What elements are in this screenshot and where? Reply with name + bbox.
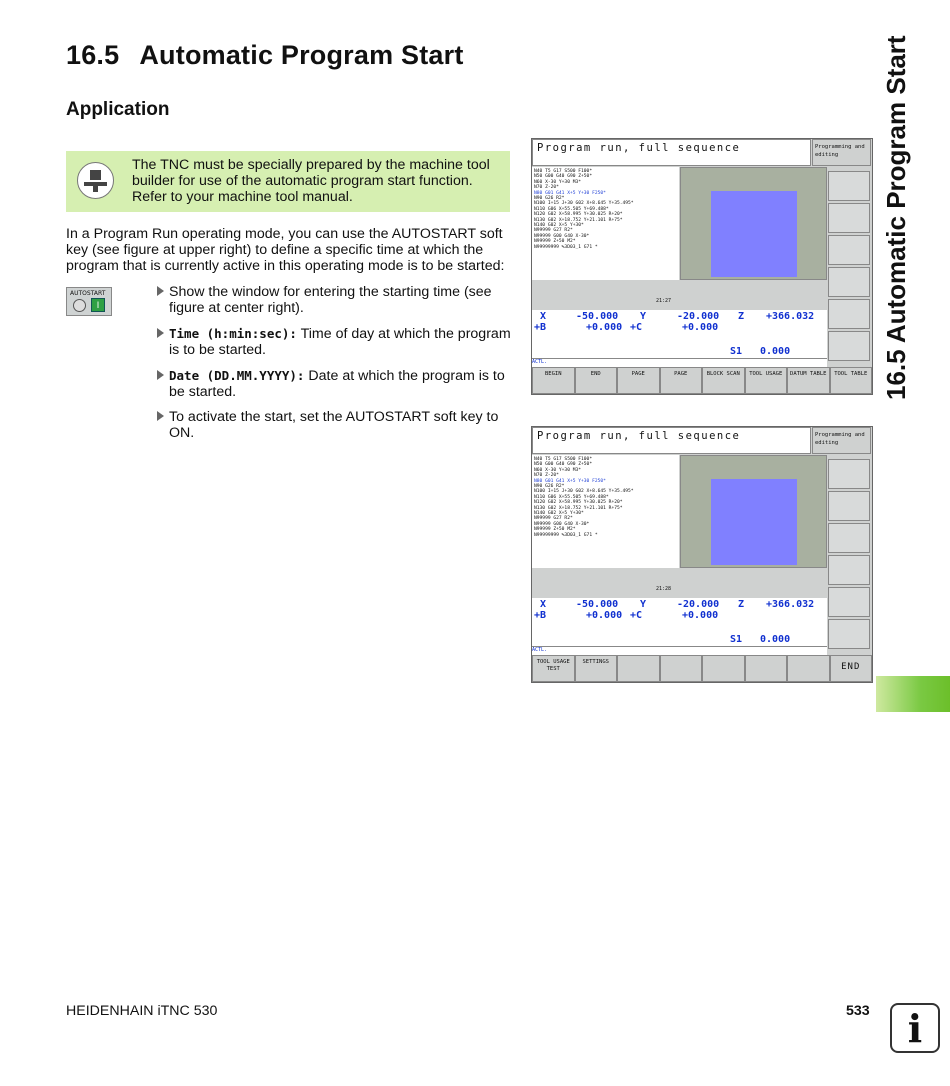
machine-note bbox=[66, 151, 510, 212]
status-bar: ACTL. bbox=[532, 358, 827, 367]
step-text: Time of day at which the program is to be started. bbox=[169, 326, 511, 358]
status-bar: ACTL. bbox=[532, 646, 827, 655]
workpiece-shape bbox=[711, 191, 797, 277]
step-text: To activate the start, set the AUTOSTART soft key to ON. bbox=[169, 409, 499, 441]
workpiece-shape bbox=[711, 479, 797, 565]
pos-x: -50.000 bbox=[576, 599, 619, 610]
intro-paragraph: In a Program Run operating mode, you can use the AUTOSTART soft key (see figure at upper right) to define a specific time at which the program that is currently active in this operating mode is to be started: bbox=[66, 226, 505, 274]
screen-mode: Programming and editing bbox=[812, 427, 871, 454]
softkey-empty[interactable] bbox=[787, 655, 830, 682]
softkey-tool-usage-test[interactable]: TOOL USAGE TEST bbox=[532, 655, 575, 682]
clock-icon bbox=[73, 299, 86, 312]
screen-title: Program run, full sequence bbox=[532, 427, 811, 454]
side-softkey[interactable] bbox=[828, 619, 870, 649]
softkey-end[interactable]: END bbox=[830, 655, 873, 682]
screen-mode: Programming and editing bbox=[812, 139, 871, 166]
softkey-empty[interactable] bbox=[702, 655, 745, 682]
softkey-page-down[interactable]: PAGE bbox=[660, 367, 703, 394]
status-area bbox=[532, 568, 827, 598]
softkey-empty[interactable] bbox=[745, 655, 788, 682]
section-heading bbox=[66, 40, 464, 71]
side-softkey[interactable] bbox=[828, 459, 870, 489]
step-text: Date at which the program is to be started. bbox=[169, 368, 505, 400]
status-time: 21:27 bbox=[656, 298, 672, 304]
pos-y: -20.000 bbox=[677, 311, 720, 322]
pos-s1: 0.000 bbox=[760, 346, 791, 357]
side-softkey[interactable] bbox=[828, 491, 870, 521]
pos-y: -20.000 bbox=[677, 599, 720, 610]
autostart-softkey[interactable] bbox=[66, 287, 112, 316]
softkey-page-up[interactable]: PAGE bbox=[617, 367, 660, 394]
pos-x: -50.000 bbox=[576, 311, 619, 322]
graphic-view bbox=[680, 167, 827, 280]
step-prefix: Time (h:min:sec): bbox=[169, 326, 297, 341]
side-softkey[interactable] bbox=[828, 587, 870, 617]
pos-c: +0.000 bbox=[682, 610, 719, 621]
side-title: 16.5 Automatic Program Start bbox=[881, 35, 911, 400]
side-softkey[interactable] bbox=[828, 555, 870, 585]
screenshot-upper bbox=[531, 138, 873, 395]
pos-z: +366.032 bbox=[766, 311, 815, 322]
side-softkey[interactable] bbox=[828, 267, 870, 297]
info-icon: i bbox=[890, 1003, 940, 1053]
note-text: The TNC must be specially prepared by the machine tool builder for use of the automatic program start function. Refer to your machine tool manual. bbox=[132, 157, 490, 205]
pos-b: +0.000 bbox=[586, 610, 623, 621]
position-display: X -50.000 Y -20.000 Z +366.032 +B +0.000 +C +0.000 S1 0.000 bbox=[532, 310, 827, 358]
step-prefix: Date (DD.MM.YYYY): bbox=[169, 368, 305, 383]
softkey-empty[interactable] bbox=[660, 655, 703, 682]
program-listing: N40 T5 G17 S500 F100* N50 G00 G40 G90 Z+50* N60 X-30 Y+30 M3* N70 Z-20* N80 G01 G41 X+5 Y+30 F250* N90 G26 R2* N100 I+15 J+30 G02 X+8.645 Y+35.495* N110 G06 X+55.505 Y+69.488* N120 G02 X+58.995 Y+30.025 R+20* N130 G02 X+18.752 Y+21.101 R+75* N140 G02 X+5 Y+30* N99999 G27 R2* N99999 G00 G40 X-30* N99999 Z+50 M2* N99999999 %3D03_1 G71 * bbox=[532, 167, 679, 280]
graphic-view bbox=[680, 455, 827, 568]
bullet-arrow-icon bbox=[157, 286, 164, 296]
pos-b: +0.000 bbox=[586, 322, 623, 333]
page-number: 533 bbox=[846, 1003, 870, 1019]
step-2 bbox=[157, 326, 522, 358]
screen-title: Program run, full sequence bbox=[532, 139, 811, 166]
softkey-end[interactable]: END bbox=[575, 367, 618, 394]
side-softkey[interactable] bbox=[828, 171, 870, 201]
softkey-block-scan[interactable]: BLOCK SCAN bbox=[702, 367, 745, 394]
bullet-arrow-icon bbox=[157, 370, 164, 380]
footer-text: HEIDENHAIN iTNC 530 bbox=[66, 1003, 218, 1019]
softkey-begin[interactable]: BEGIN bbox=[532, 367, 575, 394]
screenshot-center bbox=[531, 426, 873, 683]
chapter-tab bbox=[876, 676, 950, 712]
side-softkeys bbox=[828, 455, 871, 681]
side-softkey[interactable] bbox=[828, 523, 870, 553]
side-softkey[interactable] bbox=[828, 331, 870, 361]
pos-z: +366.032 bbox=[766, 599, 815, 610]
softkey-row bbox=[532, 367, 872, 394]
position-display: X -50.000 Y -20.000 Z +366.032 +B +0.000 +C +0.000 S1 0.000 bbox=[532, 598, 827, 646]
side-softkey[interactable] bbox=[828, 203, 870, 233]
section-number: 16.5 bbox=[66, 40, 120, 70]
status-time: 21:28 bbox=[656, 586, 672, 592]
bullet-arrow-icon bbox=[157, 328, 164, 338]
step-text: Show the window for entering the starting time (see figure at center right). bbox=[169, 284, 492, 316]
side-softkey[interactable] bbox=[828, 299, 870, 329]
softkey-row bbox=[532, 655, 872, 682]
step-1 bbox=[157, 284, 522, 316]
subheading: Application bbox=[66, 99, 170, 120]
status-area bbox=[532, 280, 827, 310]
pos-s1: 0.000 bbox=[760, 634, 791, 645]
step-3 bbox=[157, 368, 522, 400]
start-icon: I bbox=[91, 298, 105, 312]
bullet-arrow-icon bbox=[157, 411, 164, 421]
section-title: Automatic Program Start bbox=[139, 40, 464, 70]
softkey-label: AUTOSTART bbox=[70, 290, 106, 297]
softkey-tool-usage[interactable]: TOOL USAGE bbox=[745, 367, 788, 394]
softkey-datum-table[interactable]: DATUM TABLE bbox=[787, 367, 830, 394]
machine-tool-icon bbox=[77, 162, 114, 199]
softkey-empty[interactable] bbox=[617, 655, 660, 682]
pos-c: +0.000 bbox=[682, 322, 719, 333]
softkey-tool-table[interactable]: TOOL TABLE bbox=[830, 367, 873, 394]
step-4 bbox=[157, 409, 522, 441]
program-listing: N40 T5 G17 S500 F100* N50 G00 G40 G90 Z+50* N60 X-30 Y+30 M3* N70 Z-20* N80 G01 G41 X+5 Y+30 F250* N90 G26 R2* N100 I+15 J+30 G02 X+8.645 Y+35.495* N110 G06 X+55.505 Y+69.488* N120 G02 X+58.995 Y+30.025 R+20* N130 G02 X+18.752 Y+21.101 R+75* N140 G02 X+5 Y+30* N99999 G27 R2* N99999 G00 G40 X-30* N99999 Z+50 M2* N99999999 %3D03_1 G71 * bbox=[532, 455, 679, 568]
softkey-settings[interactable]: SETTINGS bbox=[575, 655, 618, 682]
side-softkeys bbox=[828, 167, 871, 393]
side-softkey[interactable] bbox=[828, 235, 870, 265]
